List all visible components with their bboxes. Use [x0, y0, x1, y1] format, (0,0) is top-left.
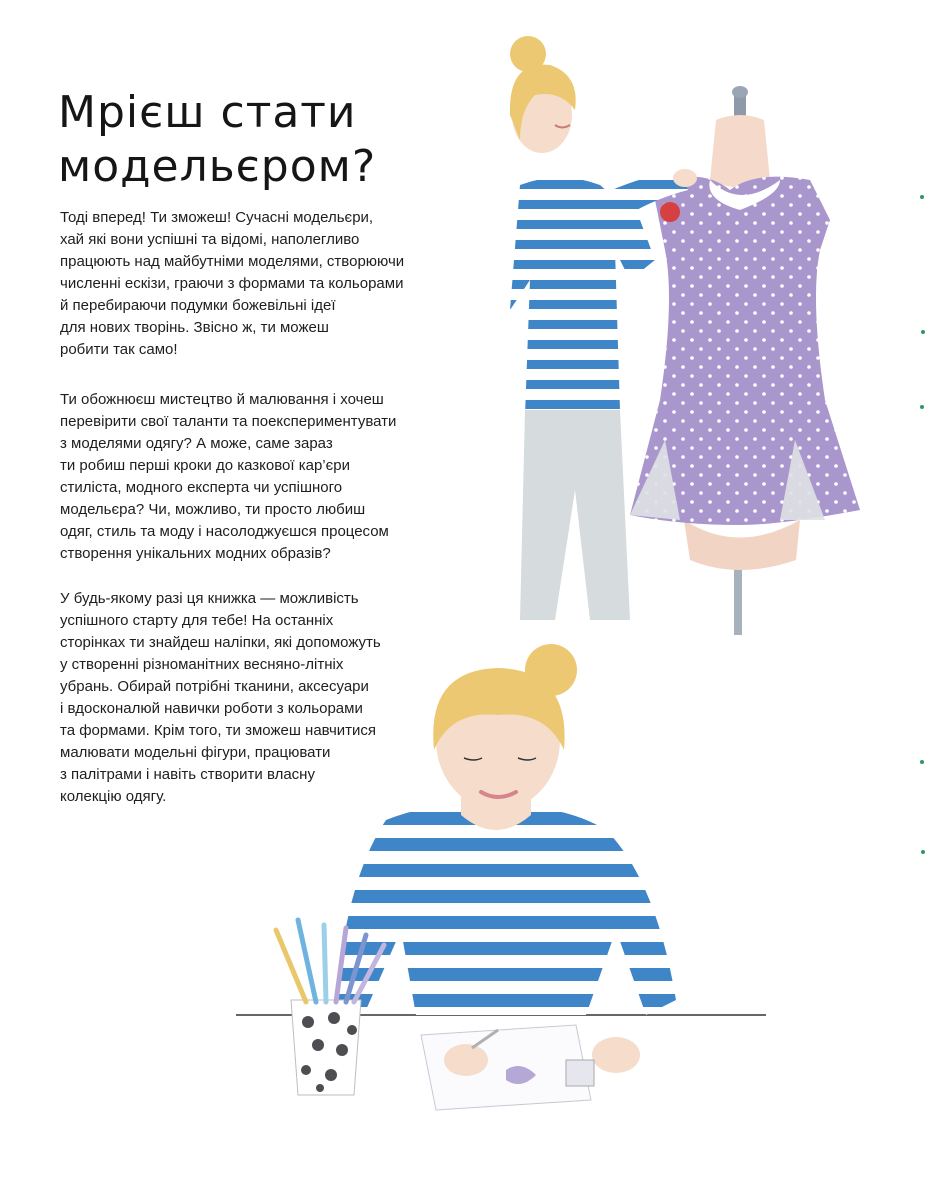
page-title	[58, 86, 458, 194]
hair-bun	[525, 644, 577, 696]
text-line: ти робиш перші кроки до казкової кар’єри	[60, 457, 351, 474]
text-line: одяг, стиль та моду і насолоджуєшся процесом	[60, 523, 389, 540]
text-line: убрань. Обирай потрібні тканини, аксесуари	[60, 678, 369, 695]
text-line: і вдосконалюй навички роботи з кольорами	[60, 700, 363, 717]
hair-bun	[510, 36, 546, 72]
text-line: для нових творінь. Звісно ж, ти можеш	[60, 319, 329, 336]
text-line: численні ескізи, граючи з формами та кольорами	[60, 275, 404, 292]
sketching-illustration	[236, 630, 766, 1160]
text-line: та формами. Крім того, ти зможеш навчитися	[60, 722, 377, 739]
text-line: й перебираючи подумки божевільні ідеї	[60, 297, 336, 314]
text-line: у створенні різноманітних весняно-літніх	[60, 656, 344, 673]
pencil-cup	[291, 1000, 361, 1095]
text-line: колекцію одягу.	[60, 788, 167, 805]
second-paragraph	[60, 389, 420, 565]
text-line: Ти обожнюєш мистецтво й малювання і хочеш	[60, 391, 384, 408]
text-line: сторінках ти знайдеш наліпки, які допоможуть	[60, 634, 381, 651]
striped-shirt	[510, 178, 655, 416]
edge-speckle	[920, 760, 924, 764]
text-line: працюють над майбутніми моделями, створюючи	[60, 253, 405, 270]
pincushion-icon	[660, 202, 680, 222]
text-line: модельєра? Чи, можливо, ти просто любиш	[60, 501, 366, 518]
jeans	[520, 410, 630, 620]
text-line: з палітрами і навіть створити власну	[60, 766, 315, 783]
mannequin-base	[684, 520, 800, 570]
text-line: малювати модельні фігури, працювати	[60, 744, 331, 761]
text-line: хай які вони успішні та відомі, наполегливо	[60, 231, 360, 248]
intro-paragraph	[60, 207, 420, 361]
mannequin-illustration	[480, 20, 900, 640]
text-line: Тоді вперед! Ти зможеш! Сучасні модельєри,	[60, 209, 374, 226]
edge-speckle	[920, 195, 924, 199]
mannequin-torso	[710, 115, 770, 188]
title-line-1: Мрієш стати	[58, 87, 357, 138]
text-line: робити так само!	[60, 341, 178, 358]
text-line: перевірити свої таланти та поекспериментувати	[60, 413, 397, 430]
edge-speckle	[921, 850, 925, 854]
text-line: створення унікальних модних образів?	[60, 545, 331, 562]
text-line: з моделями одягу? А може, саме зараз	[60, 435, 333, 452]
edge-speckle	[921, 330, 925, 334]
eraser-icon	[566, 1060, 594, 1086]
title-line-2: модельєром?	[58, 141, 377, 192]
text-line: успішного старту для тебе! На останніх	[60, 612, 334, 629]
striped-shirt	[336, 804, 676, 1015]
text-line: стиліста, модного експерта чи успішного	[60, 479, 343, 496]
edge-speckle	[920, 405, 924, 409]
text-line: У будь-якому разі ця книжка — можливість	[60, 590, 359, 607]
